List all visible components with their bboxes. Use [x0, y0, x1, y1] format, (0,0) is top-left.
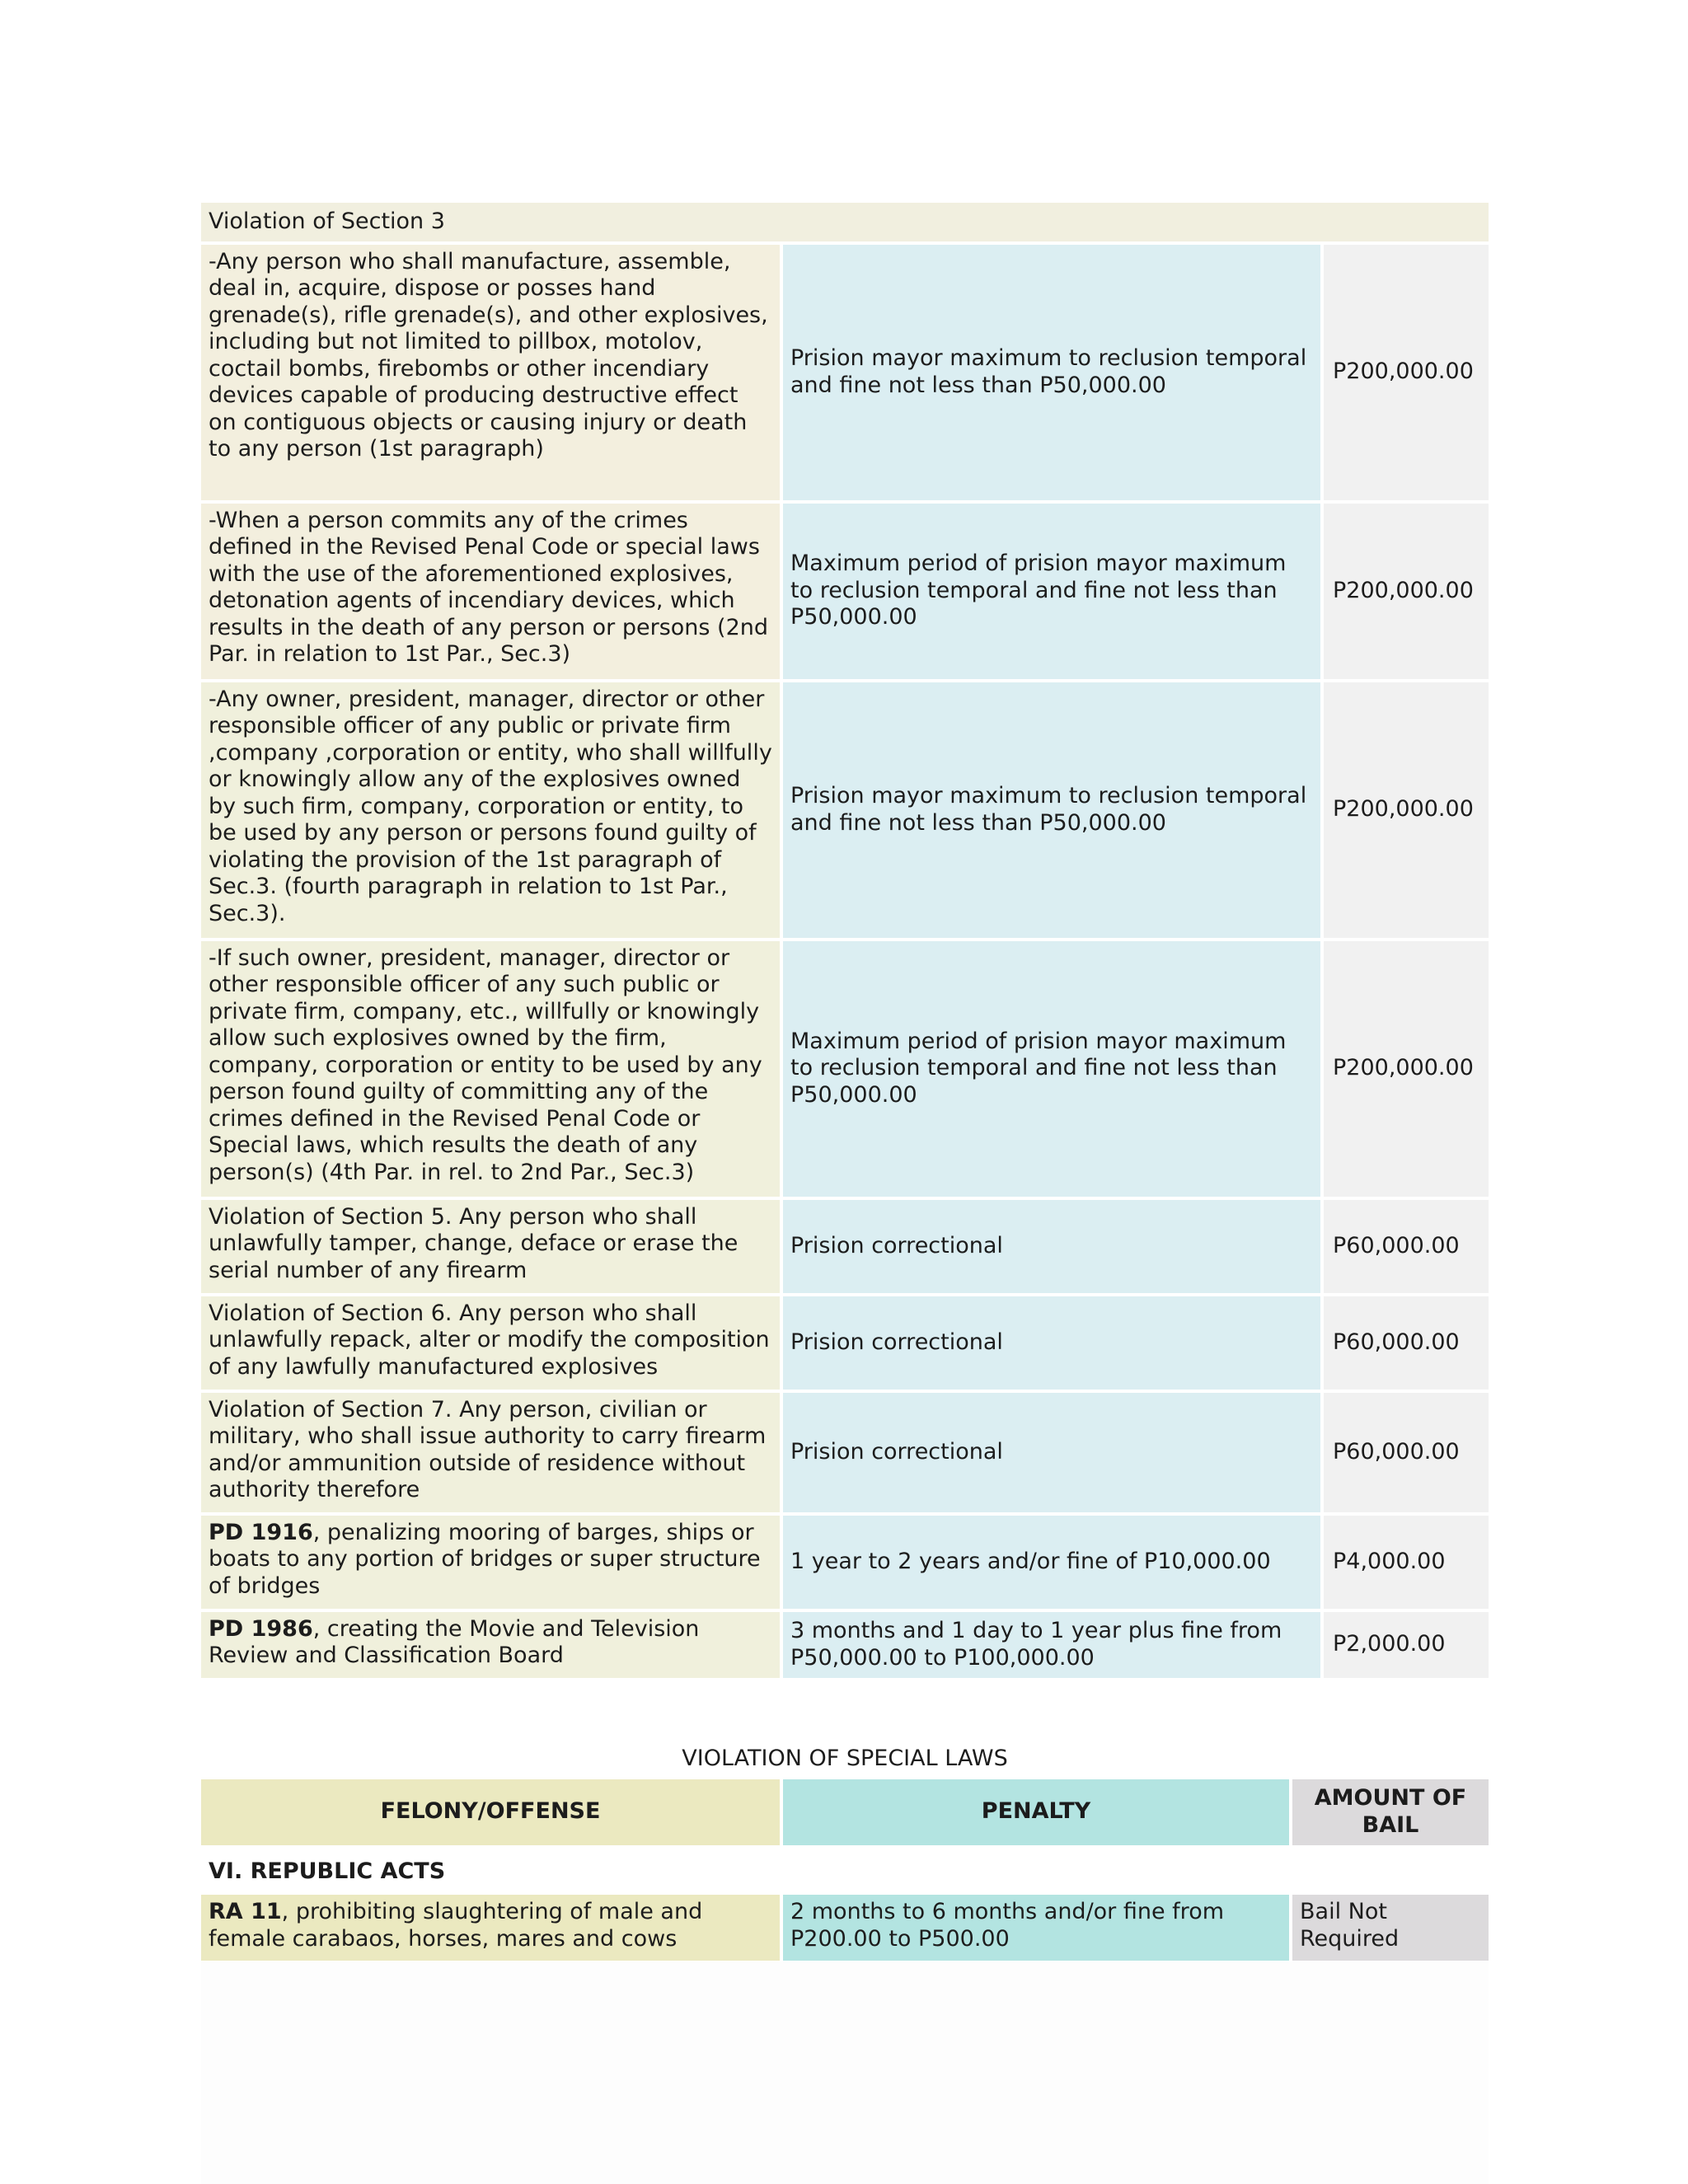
- bail-cell: P2,000.00: [1324, 1612, 1489, 1678]
- section-title: VIOLATION OF SPECIAL LAWS: [682, 1745, 1008, 1771]
- table-row: [201, 941, 1489, 1197]
- offense-cell: [201, 245, 780, 500]
- offense-cell: [201, 1516, 780, 1609]
- offense-text: -If such owner, president, manager, director or other responsible officer of any such public or private firm, company, etc., willfully or knowingly allow such explosives owned by the firm, company, corporation or entity to be used by any person found guilty of committing any of the crimes defined in the Revised Penal Code or Special laws, which results the death of any person(s) (4th Par. in rel. to 2nd Par., Sec.3): [209, 944, 762, 1185]
- table-row: [201, 1296, 1489, 1390]
- penalty-cell: Prision correctional: [783, 1393, 1320, 1512]
- column-header-row: [201, 1779, 1489, 1845]
- penalty-cell: Prision correctional: [783, 1200, 1320, 1293]
- table-row: [201, 504, 1489, 679]
- penalty-cell: 3 months and 1 day to 1 year plus fine from P50,000.00 to P100,000.00: [783, 1612, 1320, 1678]
- offense-lead: RA 11: [209, 1899, 282, 1924]
- bail-cell: Bail Not Required: [1292, 1895, 1489, 1961]
- bail-cell: P200,000.00: [1324, 245, 1489, 500]
- table-row: [201, 1612, 1489, 1678]
- offense-cell: [201, 1895, 780, 1961]
- table-row: [201, 1200, 1489, 1293]
- offense-text: , penalizing mooring of barges, ships or boats to any portion of bridges or super structure of bridges: [209, 1519, 761, 1599]
- section-3-header: Violation of Section 3: [201, 203, 1489, 241]
- table-row: [201, 1393, 1489, 1512]
- bail-cell: P60,000.00: [1324, 1393, 1489, 1512]
- offense-cell: [201, 1296, 780, 1390]
- republic-acts-subheading: VI. REPUBLIC ACTS: [201, 1849, 1489, 1892]
- offense-cell: [201, 1393, 780, 1512]
- offense-text: -Any person who shall manufacture, assemble, deal in, acquire, dispose or posses hand grenade(s), rifle grenade(s), and other explosives, including but not limited to pillbox, motolov, coctail bombs, firebombs or other incendiary devices capable of producing destructive effect on contiguous objects or causing injury or death to any person (1st paragraph): [209, 248, 768, 462]
- offense-text: -Any owner, president, manager, director or other responsible officer of any public or private firm ,company ,corporation or entity, who shall willfully or knowingly allow any of the explosives owned by such firm, company, corporation or entity, to be used by any person or persons found guilty of violating the provision of the 1st paragraph of Sec.3. (fourth paragraph in relation to 1st Par., Sec.3).: [209, 686, 772, 926]
- offense-cell: [201, 682, 780, 938]
- bail-cell: P60,000.00: [1324, 1296, 1489, 1390]
- bail-cell: P4,000.00: [1324, 1516, 1489, 1609]
- header-amount-of-bail: AMOUNT OF BAIL: [1292, 1779, 1489, 1845]
- penalty-cell: Prision mayor maximum to reclusion temporal and fine not less than P50,000.00: [783, 682, 1320, 938]
- offense-text: , prohibiting slaughtering of male and female carabaos, horses, mares and cows: [209, 1899, 703, 1952]
- bail-cell: P200,000.00: [1324, 941, 1489, 1197]
- offense-lead: PD 1986: [209, 1615, 313, 1642]
- header-felony-offense: FELONY/OFFENSE: [201, 1779, 780, 1845]
- offense-lead: PD 1916: [209, 1519, 313, 1545]
- document-page: [201, 199, 1489, 1964]
- table-row: [201, 1516, 1489, 1609]
- offense-text: -When a person commits any of the crimes defined in the Revised Penal Code or special laws with the use of the aforementioned explosives, detonation agents of incendiary devices, which results in the death of any person or persons (2nd Par. in relation to 1st Par., Sec.3): [209, 507, 769, 667]
- bail-cell: P200,000.00: [1324, 682, 1489, 938]
- table-row: [201, 1895, 1489, 1961]
- offense-cell: [201, 1612, 780, 1678]
- offense-text: Violation of Section 5. Any person who shall unlawfully tamper, change, deface or erase the serial number of any firearm: [209, 1203, 738, 1283]
- penalty-cell: Prision mayor maximum to reclusion temporal and fine not less than P50,000.00: [783, 245, 1320, 500]
- penalty-cell: Maximum period of prision mayor maximum to reclusion temporal and fine not less than P50,000.00: [783, 941, 1320, 1197]
- penalty-table: [198, 199, 1492, 1681]
- table-row: [201, 682, 1489, 938]
- offense-text: Violation of Section 7. Any person, civilian or military, who shall issue authority to carry firearm and/or ammunition outside of residence without authority therefore: [209, 1396, 767, 1502]
- table-header-row: [201, 203, 1489, 241]
- header-penalty: PENALTY: [783, 1779, 1289, 1845]
- penalty-cell: Prision correctional: [783, 1296, 1320, 1390]
- offense-text: Violation of Section 6. Any person who shall unlawfully repack, alter or modify the composition of any lawfully manufactured explosives: [209, 1300, 770, 1380]
- penalty-cell: 2 months to 6 months and/or fine from P200.00 to P500.00: [783, 1895, 1289, 1961]
- page-bottom-area: [201, 1961, 1489, 2184]
- offense-cell: [201, 1200, 780, 1293]
- penalty-cell: Maximum period of prision mayor maximum to reclusion temporal and fine not less than P50,000.00: [783, 504, 1320, 679]
- special-laws-table: [198, 1776, 1492, 1965]
- table-row: [201, 245, 1489, 500]
- offense-text: , creating the Movie and Television Review and Classification Board: [209, 1615, 700, 1668]
- subheading-row: [201, 1849, 1489, 1892]
- bail-cell: P200,000.00: [1324, 504, 1489, 679]
- offense-cell: [201, 941, 780, 1197]
- offense-cell: [201, 504, 780, 679]
- bail-cell: P60,000.00: [1324, 1200, 1489, 1293]
- penalty-cell: 1 year to 2 years and/or fine of P10,000.00: [783, 1516, 1320, 1609]
